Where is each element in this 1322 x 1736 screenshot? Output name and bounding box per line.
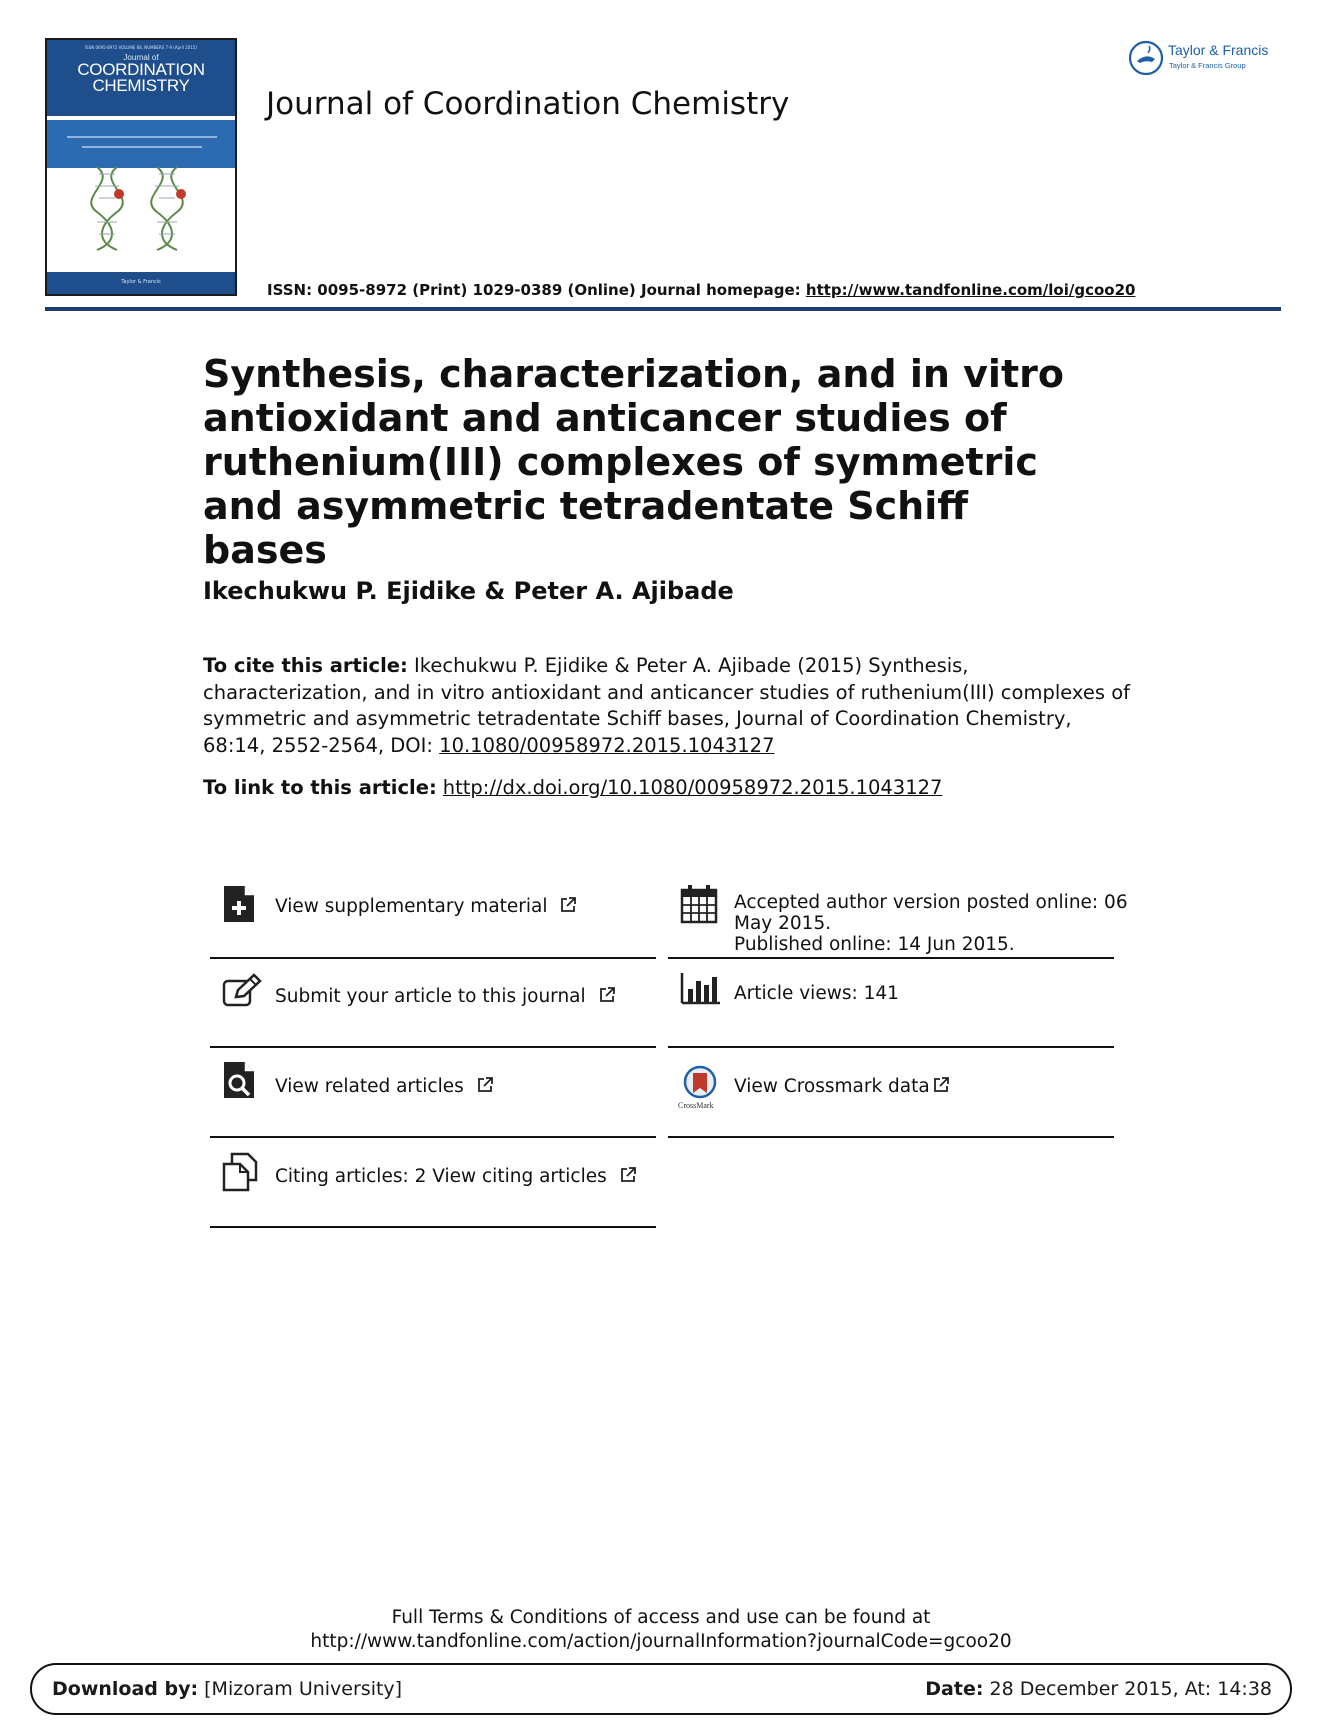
- edit-icon: [222, 973, 262, 1009]
- external-link-icon: [619, 1166, 637, 1184]
- date-value: 28 December 2015, At: 14:38: [983, 1678, 1272, 1700]
- article-authors: Ikechukwu P. Ejidike & Peter A. Ajibade: [203, 577, 734, 605]
- issn-text: ISSN: 0095-8972 (Print) 1029-0389 (Online) Journal homepage:: [267, 281, 806, 299]
- crossmark-logo-label: CrossMark: [678, 1101, 714, 1110]
- crossmark-link[interactable]: [734, 1076, 950, 1097]
- publisher-logo[interactable]: [1128, 40, 1288, 80]
- related-item[interactable]: [222, 1060, 256, 1104]
- supplementary-label: View supplementary material: [275, 896, 548, 917]
- cite-text: Ikechukwu P. Ejidike & Peter A. Ajibade (2015) Synthesis, characterization, and in vitro antioxidant and anticancer studies of ruthenium(III) complexes of symmetric and asymmetric tetradentate Schiff bases, Journal of Coordination Chemistry, 68:14, 2552-2564, DOI:: [203, 654, 1130, 757]
- doi-link[interactable]: 10.1080/00958972.2015.1043127: [439, 733, 775, 757]
- citing-label: Citing articles: 2 View citing articles: [275, 1166, 607, 1187]
- article-link-line: [203, 776, 942, 799]
- date-label: Date:: [925, 1678, 984, 1700]
- divider: [668, 1046, 1114, 1048]
- published-date: Published online: 14 Jun 2015.: [734, 934, 1015, 955]
- divider: [210, 1046, 656, 1048]
- download-info-box: [30, 1663, 1292, 1715]
- article-title: Synthesis, characterization, and in vitro antioxidant and anticancer studies of ruthenium(III) complexes of symmetric and asymmetric tetradentate Schiff bases: [203, 352, 1064, 572]
- calendar-icon: [680, 884, 718, 924]
- bar-chart-icon: [680, 973, 720, 1005]
- terms-line1: Full Terms & Conditions of access and use can be found at: [391, 1607, 931, 1628]
- accepted-line1: Accepted author version posted online: 06: [734, 892, 1128, 913]
- submit-label: Submit your article to this journal: [275, 986, 586, 1007]
- divider: [668, 957, 1114, 959]
- crossmark-logo[interactable]: [678, 1065, 722, 1110]
- submit-item[interactable]: [222, 973, 262, 1013]
- journal-homepage-link[interactable]: http://www.tandfonline.com/loi/gcoo20: [805, 281, 1136, 299]
- article-views: Article views: 141: [734, 983, 899, 1004]
- supplementary-item[interactable]: [222, 884, 256, 928]
- cite-label: To cite this article:: [203, 654, 408, 677]
- divider: [668, 1136, 1114, 1138]
- related-label: View related articles: [275, 1076, 464, 1097]
- divider: [210, 1136, 656, 1138]
- publisher-name: Taylor & Francis: [1168, 42, 1269, 58]
- terms-url[interactable]: http://www.tandfonline.com/action/journalInformation?journalCode=gcoo20: [310, 1631, 1012, 1652]
- cover-title-line2: CHEMISTRY: [92, 76, 190, 95]
- journal-cover-thumbnail: [45, 38, 237, 296]
- cover-publisher: Taylor & Francis: [121, 279, 161, 285]
- views-item: [680, 973, 720, 1009]
- download-by: [52, 1678, 402, 1700]
- calendar-item: [680, 884, 718, 928]
- download-date: [925, 1678, 1272, 1700]
- cover-publisher-band: [47, 272, 235, 294]
- divider: [210, 957, 656, 959]
- publisher-group: Taylor & Francis Group: [1169, 61, 1246, 70]
- citation-block: [203, 653, 1133, 759]
- submit-link[interactable]: [275, 986, 616, 1007]
- cover-title-line1: COORDINATION: [77, 60, 205, 79]
- citing-link[interactable]: [275, 1166, 637, 1187]
- taylor-francis-lamp-icon: [1128, 40, 1164, 76]
- crossmark-icon: [678, 1065, 722, 1099]
- publication-dates: [734, 892, 1128, 955]
- external-link-icon: [932, 1076, 950, 1094]
- header-divider: [45, 307, 1281, 311]
- article-doi-url[interactable]: http://dx.doi.org/10.1080/00958972.2015.1043127: [442, 776, 943, 799]
- divider: [210, 1226, 656, 1228]
- related-link[interactable]: [275, 1076, 494, 1097]
- link-label: To link to this article:: [203, 776, 437, 799]
- cover-title-band: [47, 40, 235, 116]
- supplementary-link[interactable]: [275, 896, 577, 917]
- document-search-icon: [222, 1060, 256, 1100]
- document-plus-icon: [222, 884, 256, 924]
- issn-line: [267, 281, 1135, 299]
- external-link-icon: [598, 986, 616, 1004]
- citing-documents-icon: [222, 1152, 260, 1192]
- download-value: [Mizoram University]: [198, 1678, 403, 1700]
- cover-editor-strip: [47, 120, 235, 168]
- accepted-line2: May 2015.: [734, 913, 832, 934]
- crossmark-label: View Crossmark data: [734, 1076, 930, 1097]
- cover-journal-of: Journal of: [123, 53, 159, 62]
- citing-item[interactable]: [222, 1152, 260, 1196]
- external-link-icon: [476, 1076, 494, 1094]
- download-label: Download by:: [52, 1678, 199, 1700]
- external-link-icon: [559, 896, 577, 914]
- cover-dna-illustration: [77, 162, 207, 252]
- journal-title[interactable]: Journal of Coordination Chemistry: [266, 86, 790, 122]
- cover-topline: ISSN 0095-8972 VOLUME 68, NUMBERS 7-9 (April 2015): [84, 45, 197, 50]
